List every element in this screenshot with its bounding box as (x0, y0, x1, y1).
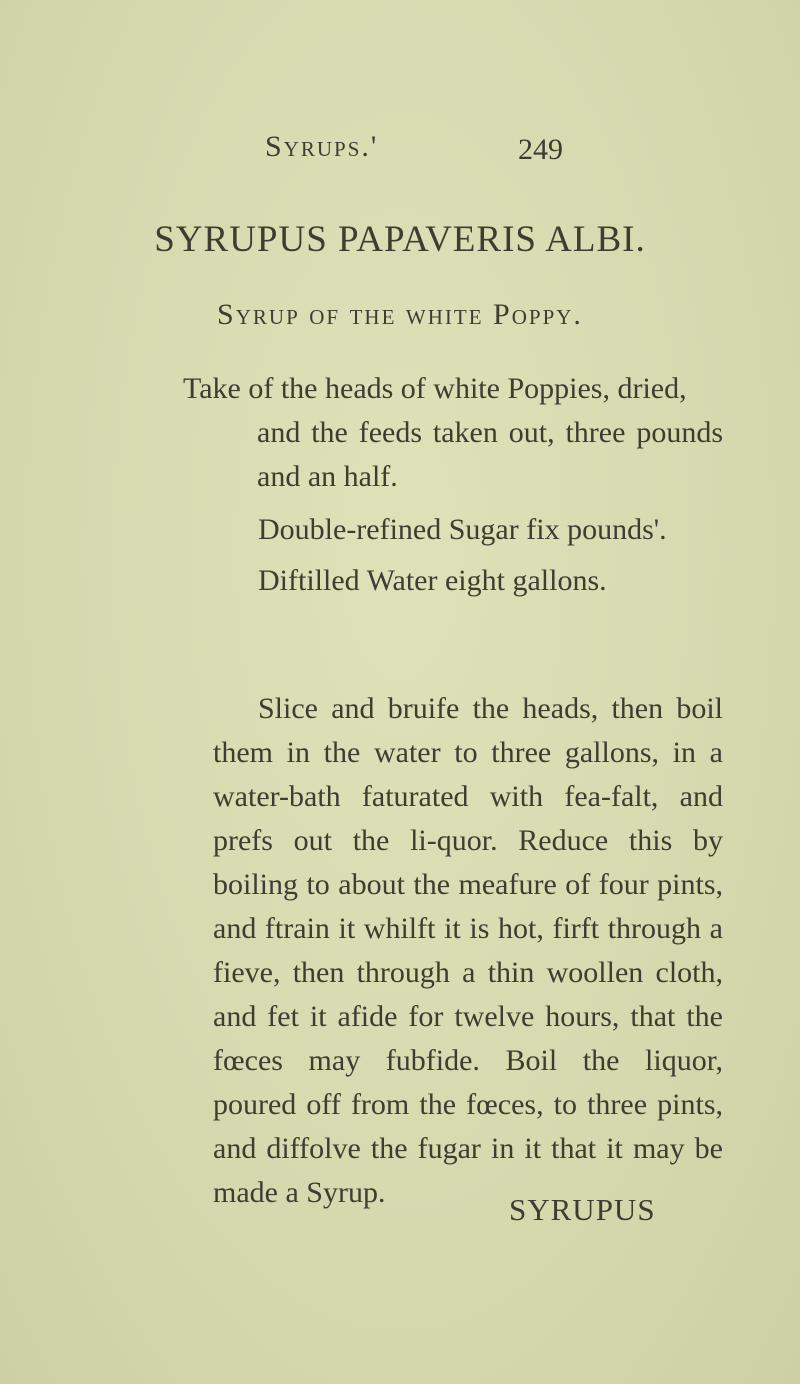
ingredient-continuation: and the feeds taken out, three pounds and an half. (257, 416, 723, 493)
recipe-subtitle: Syrup of the white Poppy. (217, 298, 583, 331)
ingredient-poppy-heads (183, 367, 723, 499)
ingredient-sugar: Double-refined Sugar fix pounds'. (258, 513, 667, 546)
catchword: SYRUPUS (509, 1192, 656, 1227)
page-number: 249 (518, 133, 563, 166)
recipe-title: SYRUPUS PAPAVERIS ALBI. (154, 219, 646, 260)
method-paragraph: Slice and bruife the heads, then boil them in the water to three gallons, in a water-bath faturated with fea-falt, and prefs out the li-quor. Reduce this by boiling to about the meafure of four pints, and ftrain it whilft it is hot, firft through a fieve, then through a thin woollen cloth, and fet it afide for twelve hours, that the fœces may fubfide. Boil the liquor, poured off from the fœces, to three pints, and diffolve the fugar in it that it may be made a Syrup. (213, 692, 723, 1209)
ingredient-first-line: Take of the heads of white Poppies, dried, (183, 372, 687, 405)
running-head: Syrups.' (265, 130, 379, 163)
ingredient-water: Diftilled Water eight gallons. (258, 564, 607, 597)
